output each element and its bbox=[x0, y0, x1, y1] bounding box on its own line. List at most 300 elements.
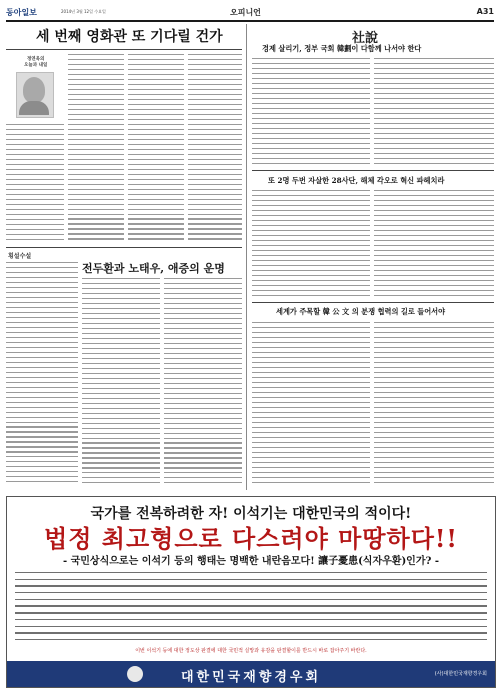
text-line bbox=[68, 169, 124, 170]
text-col-m bbox=[374, 322, 494, 490]
text-line bbox=[374, 245, 494, 246]
text-line bbox=[6, 402, 78, 403]
text-line bbox=[6, 204, 64, 205]
text-line bbox=[374, 68, 494, 69]
text-line bbox=[252, 113, 370, 114]
text-line bbox=[252, 78, 370, 79]
text-col-f bbox=[82, 278, 160, 490]
text-line bbox=[68, 144, 124, 145]
text-line bbox=[252, 280, 370, 281]
text-line bbox=[252, 260, 370, 261]
text-line bbox=[164, 308, 242, 309]
column-bottom-left-label: 횡설수설 bbox=[8, 253, 32, 260]
text-line bbox=[188, 114, 242, 115]
text-line bbox=[188, 84, 242, 85]
text-line bbox=[128, 154, 184, 155]
text-line bbox=[252, 240, 370, 241]
text-line bbox=[252, 387, 370, 388]
text-line bbox=[252, 457, 370, 458]
text-line bbox=[82, 447, 160, 448]
editorial-3-title: 세계가 주목할 韓 公 文 의 분쟁 협력의 길로 들어서야 bbox=[276, 307, 446, 316]
text-line bbox=[128, 228, 184, 229]
text-line bbox=[164, 368, 242, 369]
text-line bbox=[374, 93, 494, 94]
text-line bbox=[128, 54, 184, 55]
text-line bbox=[374, 108, 494, 109]
text-line bbox=[68, 184, 124, 185]
text-line bbox=[374, 280, 494, 281]
text-line bbox=[6, 144, 64, 145]
text-line bbox=[128, 233, 184, 234]
text-line bbox=[252, 337, 370, 338]
text-line bbox=[188, 139, 242, 140]
text-line bbox=[252, 332, 370, 333]
text-line bbox=[164, 288, 242, 289]
text-line bbox=[164, 323, 242, 324]
text-line bbox=[164, 447, 242, 448]
text-line bbox=[164, 283, 242, 284]
text-line bbox=[82, 477, 160, 478]
text-line bbox=[68, 69, 124, 70]
text-line bbox=[6, 199, 64, 200]
text-line bbox=[164, 482, 242, 483]
text-line bbox=[6, 179, 64, 180]
text-line bbox=[82, 298, 160, 299]
text-line bbox=[6, 357, 78, 358]
text-line bbox=[6, 159, 64, 160]
text-line bbox=[252, 118, 370, 119]
text-line bbox=[374, 98, 494, 99]
text-line bbox=[252, 275, 370, 276]
text-line bbox=[82, 283, 160, 284]
text-line bbox=[188, 189, 242, 190]
text-line bbox=[252, 447, 370, 448]
text-line bbox=[188, 119, 242, 120]
ad-headline: 법정 최고형으로 다스려야 마땅하다!! bbox=[44, 524, 458, 553]
section-title: 오피니언 bbox=[230, 8, 261, 17]
text-line bbox=[6, 422, 78, 423]
text-line bbox=[68, 104, 124, 105]
text-line bbox=[374, 332, 494, 333]
text-line bbox=[15, 632, 487, 633]
text-line bbox=[82, 423, 160, 424]
text-line bbox=[128, 174, 184, 175]
text-line bbox=[188, 174, 242, 175]
text-line bbox=[68, 164, 124, 165]
text-line bbox=[6, 431, 78, 432]
text-line bbox=[374, 103, 494, 104]
text-line bbox=[15, 585, 487, 586]
text-line bbox=[188, 223, 242, 224]
advertisement bbox=[6, 496, 496, 688]
text-line bbox=[6, 397, 78, 398]
text-line bbox=[6, 287, 78, 288]
column-series-label: 정연욱의 오늘과 내일 bbox=[24, 57, 48, 68]
text-line bbox=[188, 59, 242, 60]
text-line bbox=[188, 238, 242, 239]
text-line bbox=[374, 210, 494, 211]
text-line bbox=[6, 229, 64, 230]
text-line bbox=[252, 195, 370, 196]
text-line bbox=[82, 328, 160, 329]
text-line bbox=[252, 128, 370, 129]
text-line bbox=[15, 572, 487, 573]
text-line bbox=[252, 402, 370, 403]
text-line bbox=[252, 372, 370, 373]
ad-organization-side: (사)대한민국재향경우회 bbox=[434, 671, 487, 677]
text-line bbox=[164, 343, 242, 344]
masthead bbox=[6, 6, 494, 22]
text-line bbox=[374, 382, 494, 383]
text-line bbox=[164, 438, 242, 439]
text-line bbox=[128, 139, 184, 140]
text-line bbox=[374, 195, 494, 196]
text-line bbox=[252, 427, 370, 428]
text-line bbox=[128, 59, 184, 60]
ad-organization-name: 대한민국재향경우회 bbox=[180, 670, 322, 685]
text-line bbox=[374, 362, 494, 363]
text-line bbox=[188, 104, 242, 105]
divider bbox=[252, 302, 494, 303]
text-line bbox=[68, 139, 124, 140]
text-line bbox=[68, 189, 124, 190]
text-line bbox=[374, 397, 494, 398]
text-line bbox=[374, 427, 494, 428]
text-line bbox=[128, 199, 184, 200]
text-line bbox=[252, 210, 370, 211]
text-line bbox=[374, 452, 494, 453]
text-line bbox=[82, 403, 160, 404]
text-line bbox=[252, 392, 370, 393]
text-line bbox=[128, 99, 184, 100]
text-line bbox=[252, 295, 370, 296]
text-line bbox=[6, 451, 78, 452]
text-line bbox=[252, 138, 370, 139]
text-line bbox=[6, 476, 78, 477]
text-line bbox=[252, 215, 370, 216]
text-line bbox=[15, 605, 487, 606]
text-line bbox=[374, 372, 494, 373]
text-line bbox=[374, 190, 494, 191]
text-line bbox=[374, 200, 494, 201]
text-line bbox=[6, 184, 64, 185]
text-line bbox=[252, 68, 370, 69]
text-line bbox=[164, 457, 242, 458]
text-line bbox=[374, 148, 494, 149]
divider bbox=[252, 170, 494, 171]
text-line bbox=[164, 428, 242, 429]
text-line bbox=[374, 387, 494, 388]
text-line bbox=[164, 338, 242, 339]
text-line bbox=[374, 265, 494, 266]
text-line bbox=[252, 482, 370, 483]
text-line bbox=[6, 312, 78, 313]
text-line bbox=[374, 133, 494, 134]
text-line bbox=[252, 220, 370, 221]
ad-title: 국가를 전복하려한 자! 이석기는 대한민국의 적이다! bbox=[90, 506, 412, 522]
text-line bbox=[164, 393, 242, 394]
text-line bbox=[164, 358, 242, 359]
text-line bbox=[128, 124, 184, 125]
text-line bbox=[164, 298, 242, 299]
text-line bbox=[252, 230, 370, 231]
text-line bbox=[68, 214, 124, 215]
text-line bbox=[374, 377, 494, 378]
text-col-g bbox=[164, 278, 242, 490]
text-line bbox=[188, 184, 242, 185]
text-line bbox=[68, 149, 124, 150]
text-line bbox=[6, 292, 78, 293]
text-line bbox=[188, 149, 242, 150]
text-line bbox=[374, 220, 494, 221]
text-line bbox=[188, 179, 242, 180]
text-line bbox=[252, 200, 370, 201]
text-line bbox=[164, 318, 242, 319]
text-line bbox=[374, 260, 494, 261]
text-line bbox=[6, 352, 78, 353]
text-col-b bbox=[68, 54, 124, 244]
text-line bbox=[68, 179, 124, 180]
text-line bbox=[252, 205, 370, 206]
text-line bbox=[188, 144, 242, 145]
text-line bbox=[82, 363, 160, 364]
text-line bbox=[164, 378, 242, 379]
text-line bbox=[164, 313, 242, 314]
text-line bbox=[252, 73, 370, 74]
text-line bbox=[374, 285, 494, 286]
text-line bbox=[188, 194, 242, 195]
text-col-c bbox=[128, 54, 184, 244]
text-line bbox=[374, 123, 494, 124]
text-line bbox=[164, 333, 242, 334]
text-line bbox=[164, 452, 242, 453]
text-line bbox=[252, 462, 370, 463]
text-line bbox=[68, 99, 124, 100]
text-line bbox=[374, 357, 494, 358]
divider bbox=[6, 49, 242, 50]
text-line bbox=[188, 124, 242, 125]
text-line bbox=[188, 129, 242, 130]
text-line bbox=[15, 579, 487, 580]
text-line bbox=[252, 163, 370, 164]
text-line bbox=[374, 392, 494, 393]
text-line bbox=[374, 477, 494, 478]
text-line bbox=[128, 94, 184, 95]
page-number: A31 bbox=[476, 7, 494, 16]
text-line bbox=[6, 426, 78, 427]
text-line bbox=[252, 367, 370, 368]
text-line bbox=[68, 233, 124, 234]
text-line bbox=[128, 89, 184, 90]
text-line bbox=[252, 382, 370, 383]
text-line bbox=[82, 353, 160, 354]
text-line bbox=[374, 225, 494, 226]
text-line bbox=[164, 472, 242, 473]
column-bottom-left-headline: 전두환과 노태우, 애증의 운명 bbox=[82, 262, 225, 275]
text-col-e bbox=[6, 262, 78, 490]
text-line bbox=[164, 462, 242, 463]
text-line bbox=[6, 456, 78, 457]
text-line bbox=[164, 388, 242, 389]
text-col-k bbox=[374, 190, 494, 300]
text-line bbox=[68, 84, 124, 85]
text-line bbox=[164, 423, 242, 424]
text-line bbox=[188, 169, 242, 170]
text-line bbox=[374, 472, 494, 473]
text-line bbox=[68, 54, 124, 55]
text-line bbox=[6, 154, 64, 155]
text-line bbox=[6, 441, 78, 442]
text-line bbox=[82, 288, 160, 289]
column-top-left-headline: 세 번째 영화관 또 기다릴 건가 bbox=[36, 29, 223, 45]
text-line bbox=[6, 124, 64, 125]
text-line bbox=[68, 154, 124, 155]
text-line bbox=[6, 224, 64, 225]
text-line bbox=[188, 164, 242, 165]
text-line bbox=[82, 373, 160, 374]
text-line bbox=[6, 481, 78, 482]
text-line bbox=[164, 293, 242, 294]
text-line bbox=[374, 407, 494, 408]
text-line bbox=[252, 63, 370, 64]
text-line bbox=[128, 189, 184, 190]
ad-footer-text: 이번 이석기 등에 대한 정도상 판결에 대한 국민적 실망과 유감을 판결할이를 반드시 바로 잡아주기 바란다. bbox=[135, 648, 367, 654]
text-line bbox=[374, 240, 494, 241]
text-line bbox=[252, 357, 370, 358]
text-line bbox=[68, 64, 124, 65]
text-line bbox=[374, 128, 494, 129]
text-line bbox=[82, 303, 160, 304]
text-line bbox=[374, 78, 494, 79]
text-line bbox=[164, 467, 242, 468]
text-line bbox=[6, 332, 78, 333]
text-line bbox=[82, 293, 160, 294]
text-line bbox=[164, 348, 242, 349]
text-line bbox=[374, 437, 494, 438]
text-line bbox=[82, 383, 160, 384]
text-line bbox=[188, 54, 242, 55]
text-line bbox=[6, 362, 78, 363]
text-line bbox=[6, 392, 78, 393]
text-line bbox=[6, 407, 78, 408]
text-line bbox=[68, 238, 124, 239]
text-line bbox=[68, 74, 124, 75]
text-line bbox=[68, 79, 124, 80]
text-line bbox=[68, 194, 124, 195]
text-line bbox=[128, 194, 184, 195]
text-line bbox=[188, 99, 242, 100]
text-line bbox=[6, 134, 64, 135]
ad-subtitle: - 국민상식으로는 이석기 등의 행태는 명백한 내란음모다! 讓子憂患(식자우환)인가? - bbox=[62, 556, 439, 567]
text-line bbox=[164, 278, 242, 279]
text-line bbox=[252, 452, 370, 453]
text-line bbox=[128, 144, 184, 145]
text-line bbox=[6, 412, 78, 413]
text-line bbox=[6, 317, 78, 318]
text-line bbox=[374, 402, 494, 403]
text-line bbox=[6, 342, 78, 343]
text-line bbox=[252, 250, 370, 251]
text-line bbox=[68, 114, 124, 115]
text-line bbox=[68, 89, 124, 90]
text-line bbox=[6, 297, 78, 298]
text-line bbox=[6, 234, 64, 235]
text-line bbox=[188, 209, 242, 210]
text-line bbox=[6, 417, 78, 418]
text-col-i bbox=[374, 58, 494, 168]
text-line bbox=[374, 295, 494, 296]
text-line bbox=[128, 204, 184, 205]
editorial-badge: 社說 bbox=[352, 31, 379, 46]
text-line bbox=[188, 74, 242, 75]
text-line bbox=[252, 342, 370, 343]
text-line bbox=[164, 413, 242, 414]
text-line bbox=[82, 338, 160, 339]
text-line bbox=[128, 179, 184, 180]
author-body-shape bbox=[19, 101, 49, 115]
text-line bbox=[252, 83, 370, 84]
text-line bbox=[128, 74, 184, 75]
text-line bbox=[82, 368, 160, 369]
text-line bbox=[82, 333, 160, 334]
text-line bbox=[252, 432, 370, 433]
text-line bbox=[6, 164, 64, 165]
text-line bbox=[164, 303, 242, 304]
text-line bbox=[6, 307, 78, 308]
text-line bbox=[6, 272, 78, 273]
text-line bbox=[252, 123, 370, 124]
text-line bbox=[374, 88, 494, 89]
text-line bbox=[82, 428, 160, 429]
text-line bbox=[68, 119, 124, 120]
text-line bbox=[82, 418, 160, 419]
text-line bbox=[128, 238, 184, 239]
text-line bbox=[6, 282, 78, 283]
text-line bbox=[68, 228, 124, 229]
text-line bbox=[128, 129, 184, 130]
text-line bbox=[374, 153, 494, 154]
text-line bbox=[252, 472, 370, 473]
text-line bbox=[374, 457, 494, 458]
text-line bbox=[374, 342, 494, 343]
text-line bbox=[68, 124, 124, 125]
text-line bbox=[128, 119, 184, 120]
text-line bbox=[6, 129, 64, 130]
text-line bbox=[68, 129, 124, 130]
editorial-2-title: 또 2명 두번 자살한 28사단, 해체 각오로 혁신 파헤치라 bbox=[268, 176, 445, 185]
text-line bbox=[128, 69, 184, 70]
text-line bbox=[374, 205, 494, 206]
text-line bbox=[15, 639, 487, 640]
text-line bbox=[68, 199, 124, 200]
text-line bbox=[252, 103, 370, 104]
text-line bbox=[188, 214, 242, 215]
text-line bbox=[252, 397, 370, 398]
text-line bbox=[188, 134, 242, 135]
text-line bbox=[68, 223, 124, 224]
text-line bbox=[374, 327, 494, 328]
text-line bbox=[128, 109, 184, 110]
text-line bbox=[82, 378, 160, 379]
text-line bbox=[374, 347, 494, 348]
text-line bbox=[6, 277, 78, 278]
text-line bbox=[82, 343, 160, 344]
text-line bbox=[6, 239, 64, 240]
text-col-j bbox=[252, 190, 370, 300]
text-line bbox=[188, 94, 242, 95]
text-line bbox=[68, 218, 124, 219]
text-line bbox=[15, 626, 487, 627]
